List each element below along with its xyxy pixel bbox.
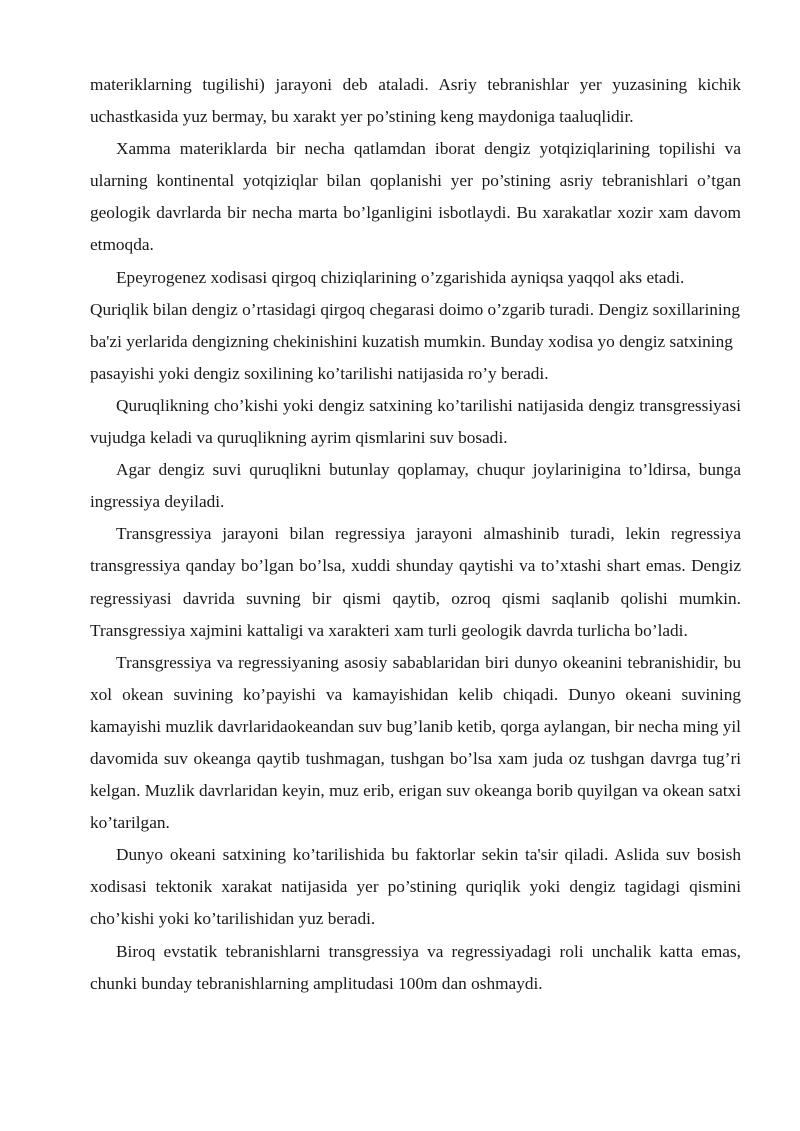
paragraph-4: Quruqlikning cho’kishi yoki dengiz satxining ko’tarilishi natijasida dengiz transgressiyasi vujudga keladi va quruqlikning ayrim qismlarini suv bosadi. [90,395,741,448]
paragraph-continuation: materiklarning tugilishi) jarayoni deb ataladi. Asriy tebranishlar yer yuzasining kichik uchastkasida yuz bermay, bu xarakt yer po’stining keng maydoniga taaluqlidir. [90,75,741,127]
paragraph-2: Xamma materiklarda bir necha qatlamdan iborat dengiz yotqiziqlarining topilishi va ularning kontinental yotqiziqlar bilan qoplanishi yer po’stining asriy tebranishlari o’tgan geologik davrlarda bir necha marta bo’lganligini isbotlaydi. Bu xarakatlar xozir xam davom etmoqda. [90,139,741,255]
paragraph-9: Biroq evstatik tebranishlarni transgressiya va regressiyadagi roli unchalik katta emas, chunki bunday tebranishlarning amplitudasi 100m dan oshmaydi. [90,941,741,993]
paragraph-7: Transgressiya va regressiyaning asosiy sabablaridan biri dunyo okeanini tebranishidir, bu xol okean suvining ko’payishi va kamayishidan kelib chiqadi. Dunyo okeani suvining kamayishi muzlik davrlaridaokeandan suv bug’lanib ketib, qorga aylangan, bir necha ming yil davomida suv okeanga qaytib tushmagan, tushgan bo’lsa xam juda oz tushgan davrga tug’ri kelgan. Muzlik davrlaridan keyin, muz erib, erigan suv okeanga borib quyilgan va okean satxi ko’tarilgan. [90,652,741,833]
paragraph-6: Transgressiya jarayoni bilan regressiya jarayoni almashinib turadi, lekin regressiya transgressiya qanday bo’lgan bo’lsa, xuddi shunday qaytishi va to’xtashi shart emas. Dengiz regressiyasi davrida suvning bir qismi qaytib, ozroq qismi saqlanib qolishi mumkin. Transgressiya xajmini kattaligi va xarakteri xam turli geologik davrda turlicha bo’ladi. [90,524,741,640]
paragraph-3: Epeyrogenez xodisasi qirgoq chiziqlarining o’zgarishida ayniqsa yaqqol aks etadi. Quriqlik bilan dengiz o’rtasidagi qirgoq chegarasi doimo o’zgarib turadi. Dengiz soxillarining ba'zi yerlarida dengizning chekinishini kuzatish mumkin. Bunday xodisa yo dengiz satxining pasayishi yoki dengiz soxilining ko’tarilishi natijasida ro’y beradi. [90,267,740,383]
paragraph-8: Dunyo okeani satxining ko’tarilishida bu faktorlar sekin ta'sir qiladi. Aslida suv bosish xodisasi tektonik xarakat natijasida yer po’stining quriqlik yoki dengiz tagidagi qismini cho’kishi yoki ko’tarilishidan yuz beradi. [90,845,741,929]
document-page [90,69,741,1000]
paragraph-5: Agar dengiz suvi quruqlikni butunlay qoplamay, chuqur joylarinigina to’ldirsa, bunga ingressiya deyiladi. [90,460,741,512]
